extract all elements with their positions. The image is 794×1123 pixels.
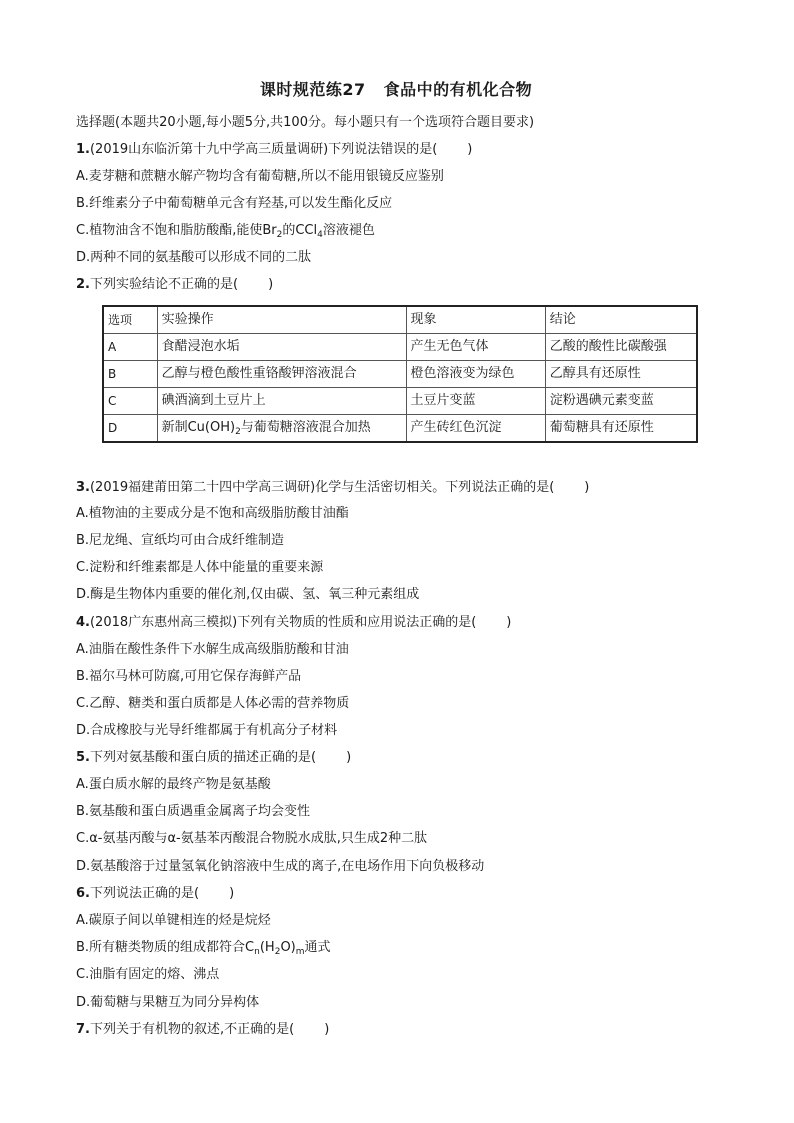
- question-3-option-b: B.尼龙绳、宣纸均可由合成纤维制造: [76, 533, 285, 548]
- table-row: [103, 415, 697, 443]
- table-row: [103, 334, 697, 361]
- question-text: 下列说法正确的是(: [89, 886, 200, 901]
- cell-text: 新制Cu(OH): [161, 420, 236, 435]
- subscript: 2: [276, 230, 283, 240]
- title-sub: 食品中的有机化合物: [383, 80, 533, 99]
- header-option: 选项: [103, 306, 157, 334]
- question-3-option-d: D.酶是生物体内重要的催化剂,仅由碳、氢、氧三种元素组成: [76, 587, 420, 602]
- question-5-option-d: D.氨基酸溶于过量氢氧化钠溶液中生成的离子,在电场作用下向负极移动: [76, 859, 485, 874]
- question-3-option-c: C.淀粉和纤维素都是人体中能量的重要来源: [76, 560, 324, 575]
- question-5-stem: [76, 749, 351, 767]
- subscript: m: [295, 947, 305, 957]
- cell-operation: 乙醇与橙色酸性重铬酸钾溶液混合: [157, 361, 406, 388]
- page-title: [76, 77, 716, 100]
- question-text: (2019山东临沂第十九中学高三质量调研)下列说法错误的是(: [89, 142, 438, 157]
- subscript: 2: [235, 427, 241, 437]
- experiment-table: [102, 305, 698, 443]
- cell-option: B: [103, 361, 157, 388]
- question-7-stem: [76, 1021, 329, 1039]
- question-2-stem: [76, 276, 273, 294]
- question-number: 3.: [76, 480, 90, 495]
- question-text: 下列对氨基酸和蛋白质的描述正确的是(: [89, 750, 317, 765]
- question-1-option-a: A.麦芽糖和蔗糖水解产物均含有葡萄糖,所以不能用银镜反应鉴别: [76, 169, 444, 184]
- cell-conclusion: 乙酸的酸性比碳酸强: [545, 334, 697, 361]
- table-header-row: [103, 306, 697, 334]
- cell-operation: 碘酒滴到土豆片上: [157, 388, 406, 415]
- question-5-option-b: B.氨基酸和蛋白质遇重金属离子均会变性: [76, 804, 311, 819]
- question-5-option-c: C.α-氨基丙酸与α-氨基苯丙酸混合物脱水成肽,只生成2种二肽: [76, 831, 428, 846]
- question-4-option-b: B.福尔马林可防腐,可用它保存海鲜产品: [76, 669, 302, 684]
- header-conclusion: 结论: [545, 306, 697, 334]
- cell-text: 与葡萄糖溶液混合加热: [240, 420, 371, 435]
- section-intro: 选择题(本题共20小题,每小题5分,共100分。每小题只有一个选项符合题目要求): [76, 115, 535, 130]
- option-text: 的CCl: [282, 223, 318, 238]
- option-text: C.植物油含不饱和脂肪酸酯,能使Br: [76, 223, 277, 238]
- cell-operation: 食醋浸泡水垢: [157, 334, 406, 361]
- question-number: 2.: [76, 277, 90, 292]
- cell-phenomenon: 土豆片变蓝: [406, 388, 545, 415]
- question-number: 5.: [76, 750, 90, 765]
- question-4-option-a: A.油脂在酸性条件下水解生成高级脂肪酸和甘油: [76, 642, 349, 657]
- table-row: [103, 361, 697, 388]
- option-text: B.所有糖类物质的组成都符合C: [76, 940, 255, 955]
- question-text: 下列实验结论不正确的是(: [89, 277, 239, 292]
- question-6-option-b: [76, 939, 331, 957]
- option-text: 通式: [304, 940, 331, 955]
- question-6-stem: [76, 885, 234, 903]
- question-text: (2019福建莆田第二十四中学高三调研)化学与生活密切相关。下列说法正确的是(: [89, 480, 555, 495]
- question-text: (2018广东惠州高三模拟)下列有关物质的性质和应用说法正确的是(: [89, 615, 477, 630]
- question-bracket-end: ): [584, 480, 590, 495]
- option-text: O): [280, 940, 296, 955]
- question-1-stem: [76, 141, 472, 159]
- question-number: 6.: [76, 886, 90, 901]
- cell-phenomenon: 产生砖红色沉淀: [406, 415, 545, 443]
- header-phenomenon: 现象: [406, 306, 545, 334]
- cell-phenomenon: 橙色溶液变为绿色: [406, 361, 545, 388]
- question-number: 7.: [76, 1022, 90, 1037]
- question-bracket-end: ): [268, 277, 274, 292]
- question-6-option-a: A.碳原子间以单键相连的烃是烷烃: [76, 913, 271, 928]
- cell-operation: [157, 415, 406, 443]
- subscript: n: [254, 947, 260, 957]
- question-3-stem: [76, 479, 589, 497]
- question-number: 1.: [76, 142, 90, 157]
- cell-phenomenon: 产生无色气体: [406, 334, 545, 361]
- cell-option: D: [103, 415, 157, 443]
- cell-option: C: [103, 388, 157, 415]
- cell-option: A: [103, 334, 157, 361]
- question-5-option-a: A.蛋白质水解的最终产物是氨基酸: [76, 777, 271, 792]
- question-4-stem: [76, 614, 511, 632]
- question-1-option-b: B.纤维素分子中葡萄糖单元含有羟基,可以发生酯化反应: [76, 196, 393, 211]
- question-bracket-end: ): [506, 615, 512, 630]
- cell-conclusion: 乙醇具有还原性: [545, 361, 697, 388]
- title-main: 课时规范练27: [259, 80, 366, 99]
- question-4-option-c: C.乙醇、糖类和蛋白质都是人体必需的营养物质: [76, 696, 350, 711]
- question-1-option-d: D.两种不同的氨基酸可以形成不同的二肽: [76, 250, 312, 265]
- subscript: 2: [274, 947, 281, 957]
- question-number: 4.: [76, 615, 90, 630]
- question-bracket-end: ): [324, 1022, 330, 1037]
- table-row: [103, 388, 697, 415]
- question-bracket-end: ): [467, 142, 473, 157]
- question-bracket-end: ): [229, 886, 235, 901]
- question-6-option-c: C.油脂有固定的熔、沸点: [76, 967, 220, 982]
- question-1-option-c: [76, 222, 375, 240]
- question-3-option-a: A.植物油的主要成分是不饱和高级脂肪酸甘油酯: [76, 506, 349, 521]
- option-text: 溶液褪色: [322, 223, 375, 238]
- option-text: (H: [259, 940, 275, 955]
- question-4-option-d: D.合成橡胶与光导纤维都属于有机高分子材料: [76, 723, 338, 738]
- cell-conclusion: 葡萄糖具有还原性: [545, 415, 697, 443]
- question-bracket-end: ): [346, 750, 352, 765]
- cell-conclusion: 淀粉遇碘元素变蓝: [545, 388, 697, 415]
- question-text: 下列关于有机物的叙述,不正确的是(: [89, 1022, 295, 1037]
- subscript: 4: [317, 230, 323, 240]
- header-operation: 实验操作: [157, 306, 406, 334]
- question-6-option-d: D.葡萄糖与果糖互为同分异构体: [76, 995, 260, 1010]
